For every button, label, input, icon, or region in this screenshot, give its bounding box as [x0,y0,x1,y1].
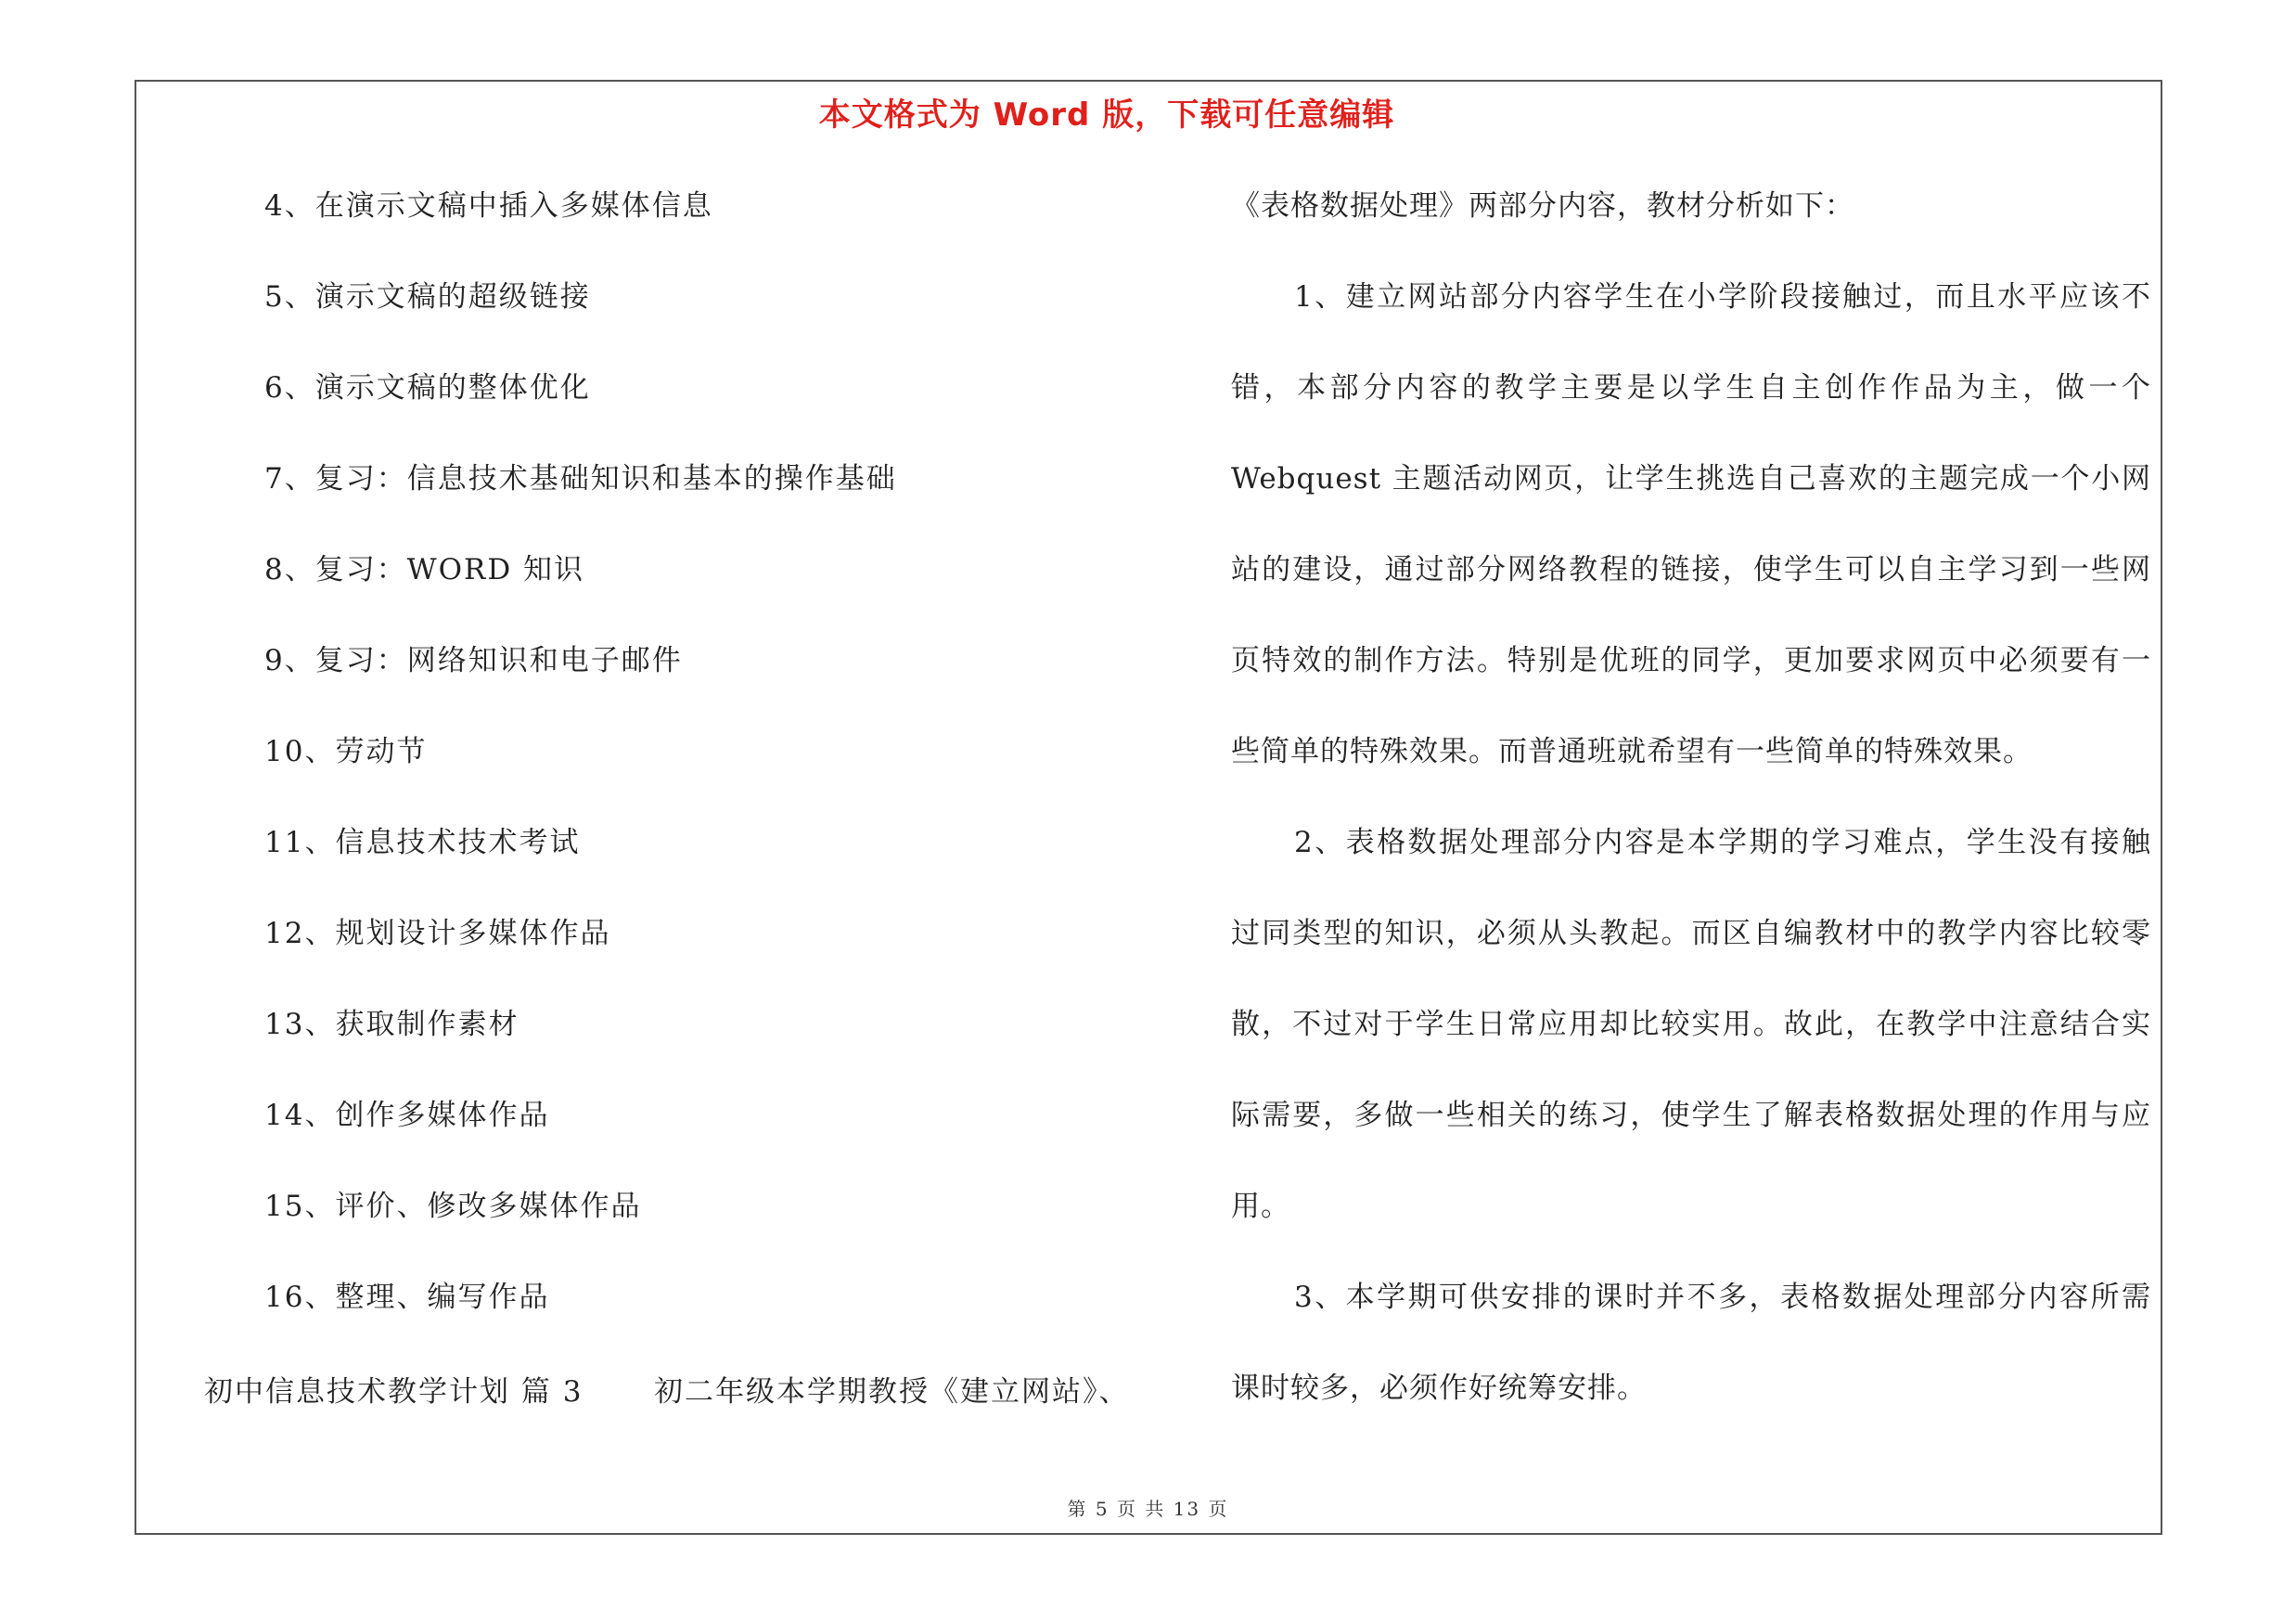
format-banner: 本文格式为 Word 版，下载可任意编辑 [818,97,1395,134]
paragraph-line: Webquest 主题活动网页，让学生挑选自己喜欢的主题完成一个小网 [1231,462,2151,496]
paragraph-line: 用。 [1231,1190,1290,1223]
paragraph-line: 页特效的制作方法。特别是优班的同学，更加要求网页中必须要有一 [1231,644,2151,677]
list-item: 10、劳动节 [264,735,428,768]
paragraph-line: 课时较多，必须作好统筹安排。 [1231,1372,1647,1405]
section-heading: 初中信息技术教学计划 篇 3 [204,1375,584,1409]
list-item: 8、复习：WORD 知识 [264,553,585,586]
list-item: 15、评价、修改多媒体作品 [264,1190,642,1223]
paragraph-line: 错，本部分内容的教学主要是以学生自主创作作品为主，做一个 [1231,371,2151,405]
paragraph-line: 1、建立网站部分内容学生在小学阶段接触过，而且水平应该不 [1294,280,2151,314]
paragraph-line: 站的建设，通过部分网络教程的链接，使学生可以自主学习到一些网 [1231,553,2151,586]
paragraph-line: 际需要，多做一些相关的练习，使学生了解表格数据处理的作用与应 [1231,1099,2151,1132]
page-number: 第 5 页 共 13 页 [1067,1498,1229,1520]
list-item: 6、演示文稿的整体优化 [264,371,591,405]
paragraph-line: 2、表格数据处理部分内容是本学期的学习难点，学生没有接触 [1294,826,2151,859]
list-item: 9、复习：网络知识和电子邮件 [264,644,683,677]
list-item: 4、在演示文稿中插入多媒体信息 [264,189,713,223]
list-item: 11、信息技术技术考试 [264,826,581,859]
paragraph-line: 些简单的特殊效果。而普通班就希望有一些简单的特殊效果。 [1231,735,2033,768]
paragraph-line: 散，不过对于学生日常应用却比较实用。故此，在教学中注意结合实 [1231,1008,2151,1041]
list-item: 5、演示文稿的超级链接 [264,280,591,314]
section-intro: 初二年级本学期教授《建立网站》、 [654,1375,1130,1409]
paragraph-line: 3、本学期可供安排的课时并不多，表格数据处理部分内容所需 [1294,1281,2151,1314]
list-item: 14、创作多媒体作品 [264,1099,550,1132]
list-item: 7、复习：信息技术基础知识和基本的操作基础 [264,462,897,496]
list-item: 12、规划设计多媒体作品 [264,917,611,950]
paragraph-line: 过同类型的知识，必须从头教起。而区自编教材中的教学内容比较零 [1231,917,2151,950]
list-item: 13、获取制作素材 [264,1008,519,1041]
list-item: 16、整理、编写作品 [264,1281,550,1314]
paragraph-line: 《表格数据处理》两部分内容，教材分析如下： [1231,189,1854,223]
